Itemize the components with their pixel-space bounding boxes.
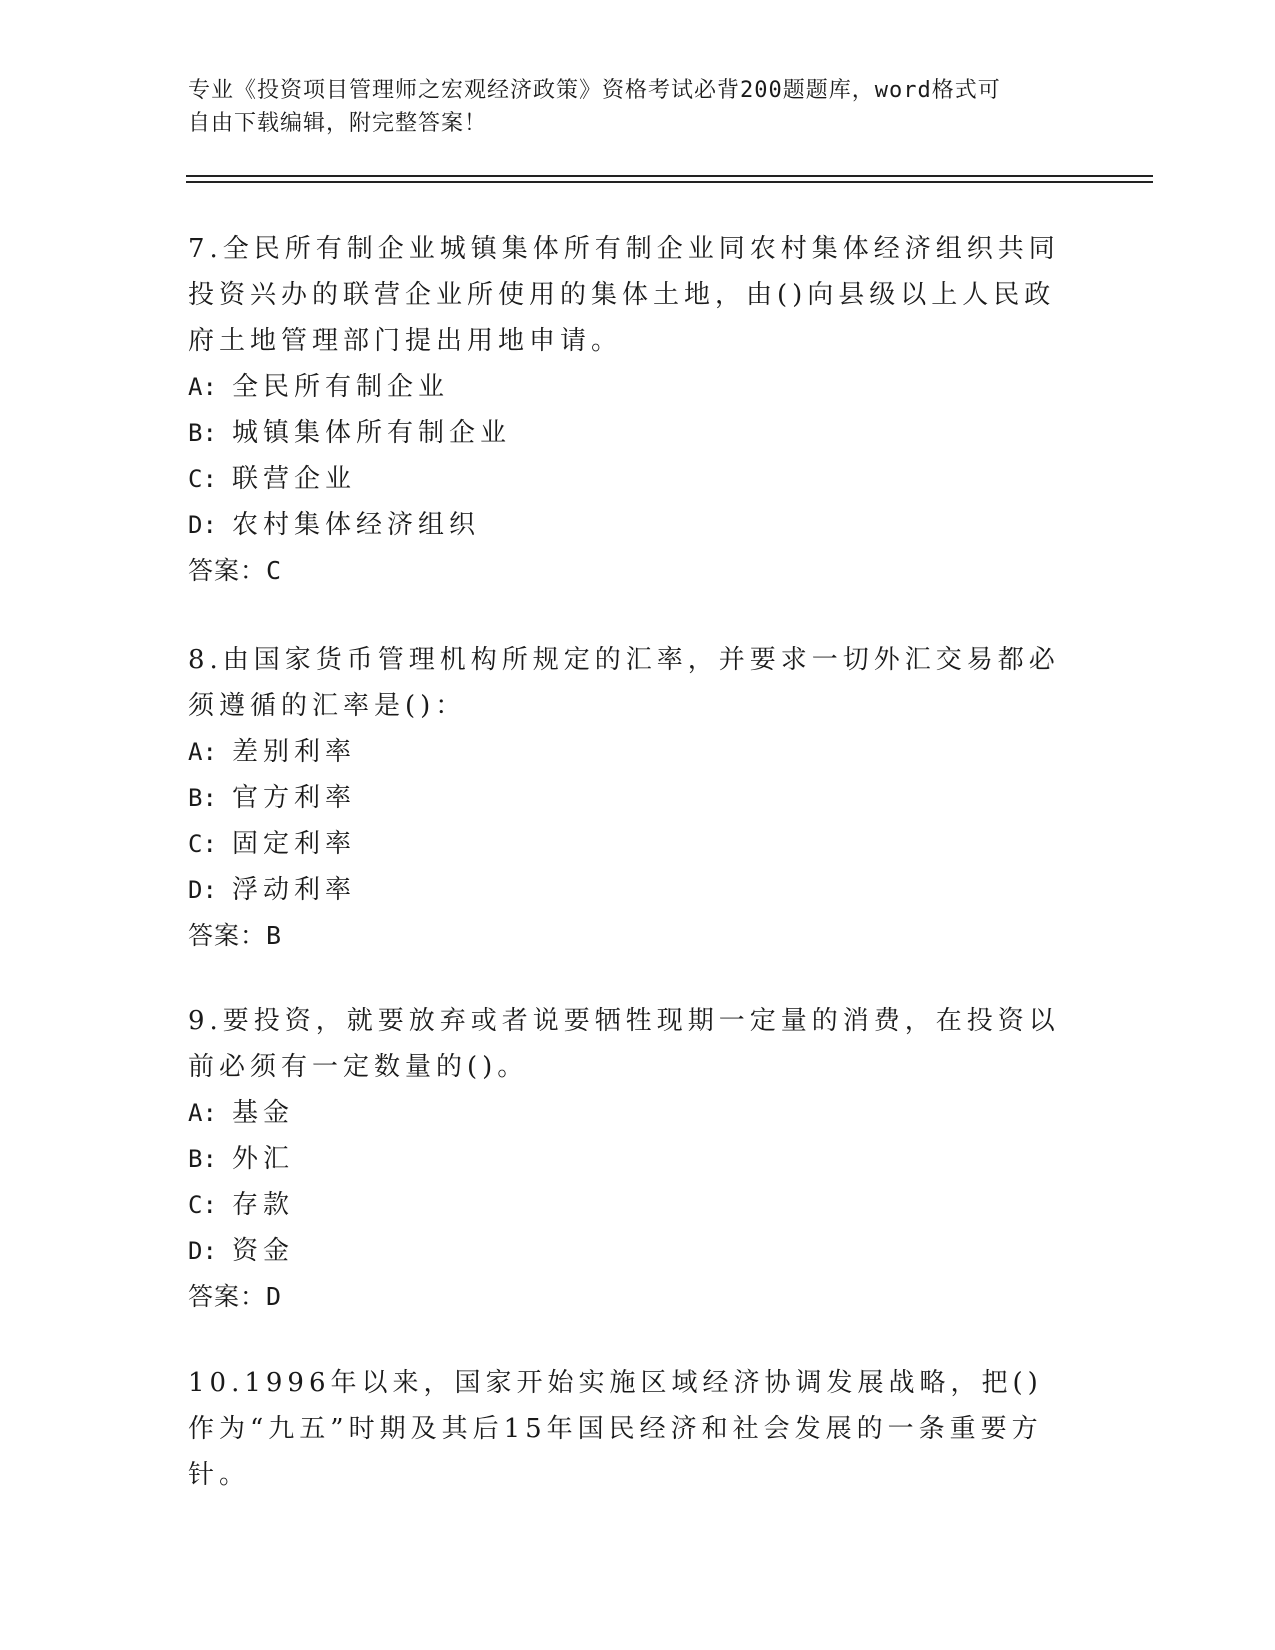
header-divider-bottom [186,181,1153,183]
option-c [188,821,1068,867]
option-b [188,410,1068,456]
option-b [188,775,1068,821]
option-text: 存款 [232,1190,295,1220]
answer-line [188,548,1068,594]
option-text: 全民所有制企业 [232,372,450,402]
option-label: B: [188,1145,217,1173]
option-label: B: [188,419,217,447]
option-d [188,1228,1068,1274]
option-label: A: [188,1099,217,1127]
option-a [188,1090,1068,1136]
answer-value: C [266,556,283,585]
option-c [188,1182,1068,1228]
answer-line [188,1274,1068,1320]
option-label: C: [188,830,217,858]
header-line-2: 自由下载编辑，附完整答案！ [188,111,488,136]
option-text: 外汇 [232,1144,295,1174]
answer-value: B [266,921,283,950]
option-label: C: [188,1191,217,1219]
option-c [188,456,1068,502]
question-stem: 8.由国家货币管理机构所规定的汇率，并要求一切外汇交易都必须遵循的汇率是()： [188,645,1060,721]
header-line-1: 专业《投资项目管理师之宏观经济政策》资格考试必背200题题库，word格式可 [188,78,1001,103]
answer-value: D [266,1282,283,1311]
question-stem: 7.全民所有制企业城镇集体所有制企业同农村集体经济组织共同投资兴办的联营企业所使用的集体土地，由()向县级以上人民政府土地管理部门提出用地申请。 [188,234,1060,356]
option-label: D: [188,511,217,539]
answer-label: 答案： [188,921,267,950]
document-header [188,74,1088,140]
option-a [188,729,1068,775]
option-label: D: [188,876,217,904]
question-10 [188,1360,1068,1498]
question-8 [188,637,1068,959]
option-d [188,867,1068,913]
option-text: 基金 [232,1098,295,1128]
option-d [188,502,1068,548]
header-divider-top [186,175,1153,177]
option-text: 浮动利率 [232,875,357,905]
question-9 [188,998,1068,1320]
option-text: 联营企业 [232,464,357,494]
answer-line [188,913,1068,959]
option-label: B: [188,784,217,812]
option-text: 官方利率 [232,783,357,813]
answer-label: 答案： [188,556,267,585]
question-7 [188,226,1068,594]
question-stem: 9.要投资，就要放弃或者说要牺牲现期一定量的消费，在投资以前必须有一定数量的()。 [188,1006,1060,1082]
question-stem: 10.1996年以来，国家开始实施区域经济协调发展战略，把()作为“九五”时期及其后15年国民经济和社会发展的一条重要方针。 [188,1368,1043,1490]
option-text: 固定利率 [232,829,357,859]
option-label: D: [188,1237,217,1265]
answer-label: 答案： [188,1282,267,1311]
option-text: 资金 [232,1236,295,1266]
option-text: 农村集体经济组织 [232,510,481,540]
option-a [188,364,1068,410]
option-label: A: [188,373,217,401]
option-label: A: [188,738,217,766]
option-text: 城镇集体所有制企业 [232,418,512,448]
option-label: C: [188,465,217,493]
option-text: 差别利率 [232,737,357,767]
option-b [188,1136,1068,1182]
